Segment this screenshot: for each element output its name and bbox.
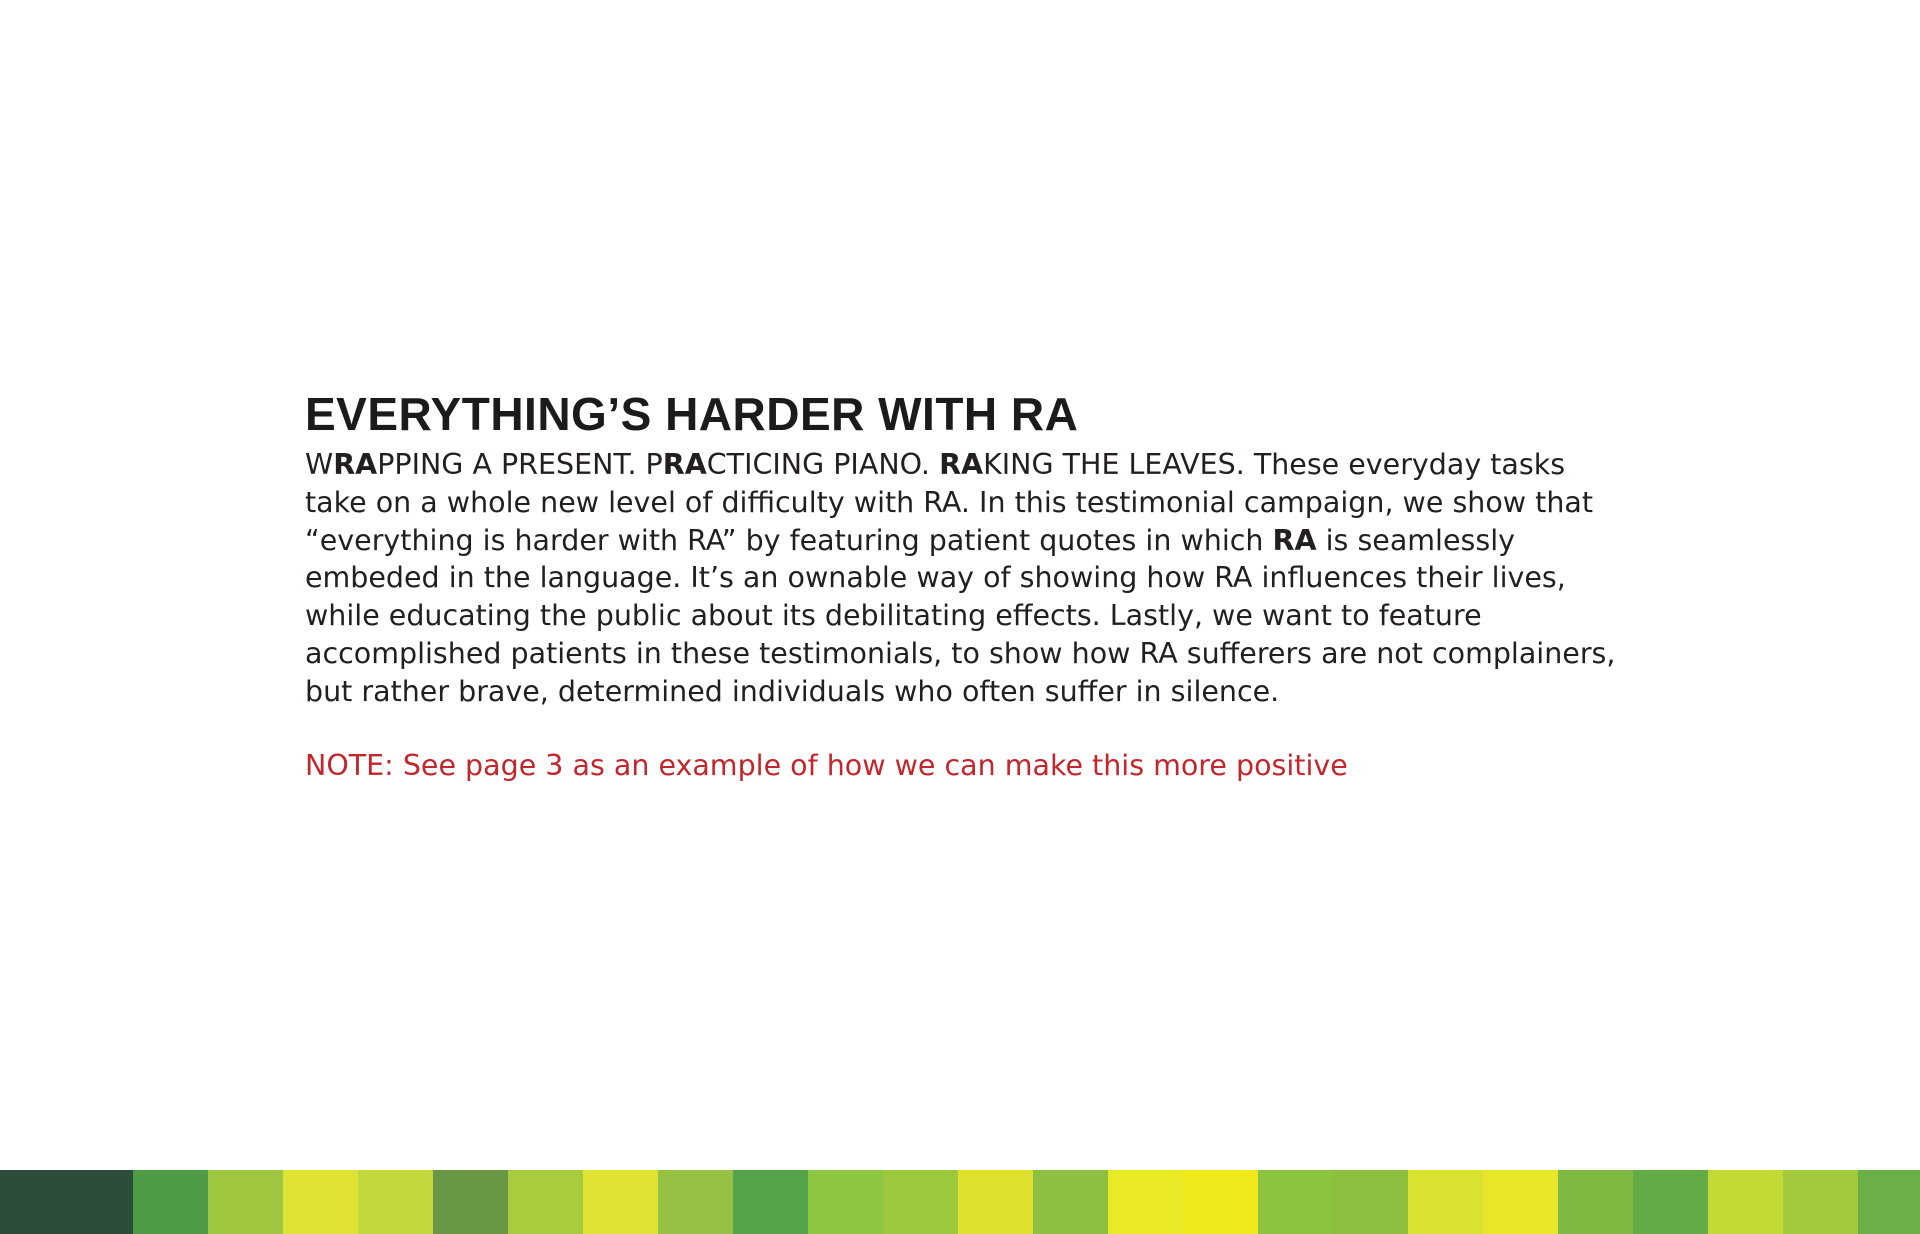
color-stripe — [1333, 1170, 1408, 1234]
color-stripe — [1408, 1170, 1483, 1234]
color-stripe — [733, 1170, 808, 1234]
color-stripe — [133, 1170, 208, 1234]
note-text: NOTE: See page 3 as an example of how we can make this more positive — [305, 748, 1348, 782]
color-stripe — [1858, 1170, 1920, 1234]
color-stripe — [1708, 1170, 1783, 1234]
color-stripe-bar — [0, 1170, 1920, 1234]
color-stripe — [283, 1170, 358, 1234]
color-stripe — [508, 1170, 583, 1234]
color-stripe — [1108, 1170, 1183, 1234]
body-line: but rather brave, determined individuals who often suffer in silence. — [305, 674, 1280, 708]
color-stripe — [808, 1170, 883, 1234]
page-title: EVERYTHING’S HARDER WITH RA — [305, 388, 1079, 440]
text-span: CTICING PIANO. — [706, 448, 940, 481]
color-stripe — [1258, 1170, 1333, 1234]
text-span: PPING A PRESENT. P — [377, 448, 663, 481]
body-line: accomplished patients in these testimonials, to show how RA sufferers are not complainers, — [305, 636, 1616, 670]
body-line — [305, 446, 1765, 484]
content-block — [305, 386, 1765, 785]
color-stripe — [433, 1170, 508, 1234]
bold-ra: RA — [1272, 523, 1317, 557]
color-stripe — [883, 1170, 958, 1234]
color-stripe — [583, 1170, 658, 1234]
color-stripe — [358, 1170, 433, 1234]
text-span: is seamlessly — [1316, 523, 1515, 557]
bold-ra: RA — [333, 448, 378, 481]
color-stripe — [658, 1170, 733, 1234]
color-stripe — [1633, 1170, 1708, 1234]
text-span: “everything is harder with RA” by featuring patient quotes in which — [305, 523, 1273, 557]
color-stripe — [958, 1170, 1033, 1234]
color-stripe — [208, 1170, 283, 1234]
text-span: KING THE LEAVES. These everyday tasks — [983, 448, 1566, 481]
bold-ra: RA — [939, 448, 984, 481]
color-stripe — [1033, 1170, 1108, 1234]
color-stripe — [1183, 1170, 1258, 1234]
body-line — [305, 522, 1765, 560]
color-stripe — [0, 1170, 133, 1234]
body-line: embeded in the language. It’s an ownable way of showing how RA influences their lives, — [305, 561, 1566, 595]
color-stripe — [1483, 1170, 1558, 1234]
body-line: while educating the public about its debilitating effects. Lastly, we want to feature — [305, 599, 1482, 633]
bold-ra: RA — [662, 448, 707, 481]
color-stripe — [1558, 1170, 1633, 1234]
body-paragraph — [305, 446, 1765, 711]
text-span: W — [305, 448, 334, 481]
color-stripe — [1783, 1170, 1858, 1234]
body-line: take on a whole new level of difficulty with RA. In this testimonial campaign, we show that — [305, 485, 1594, 519]
